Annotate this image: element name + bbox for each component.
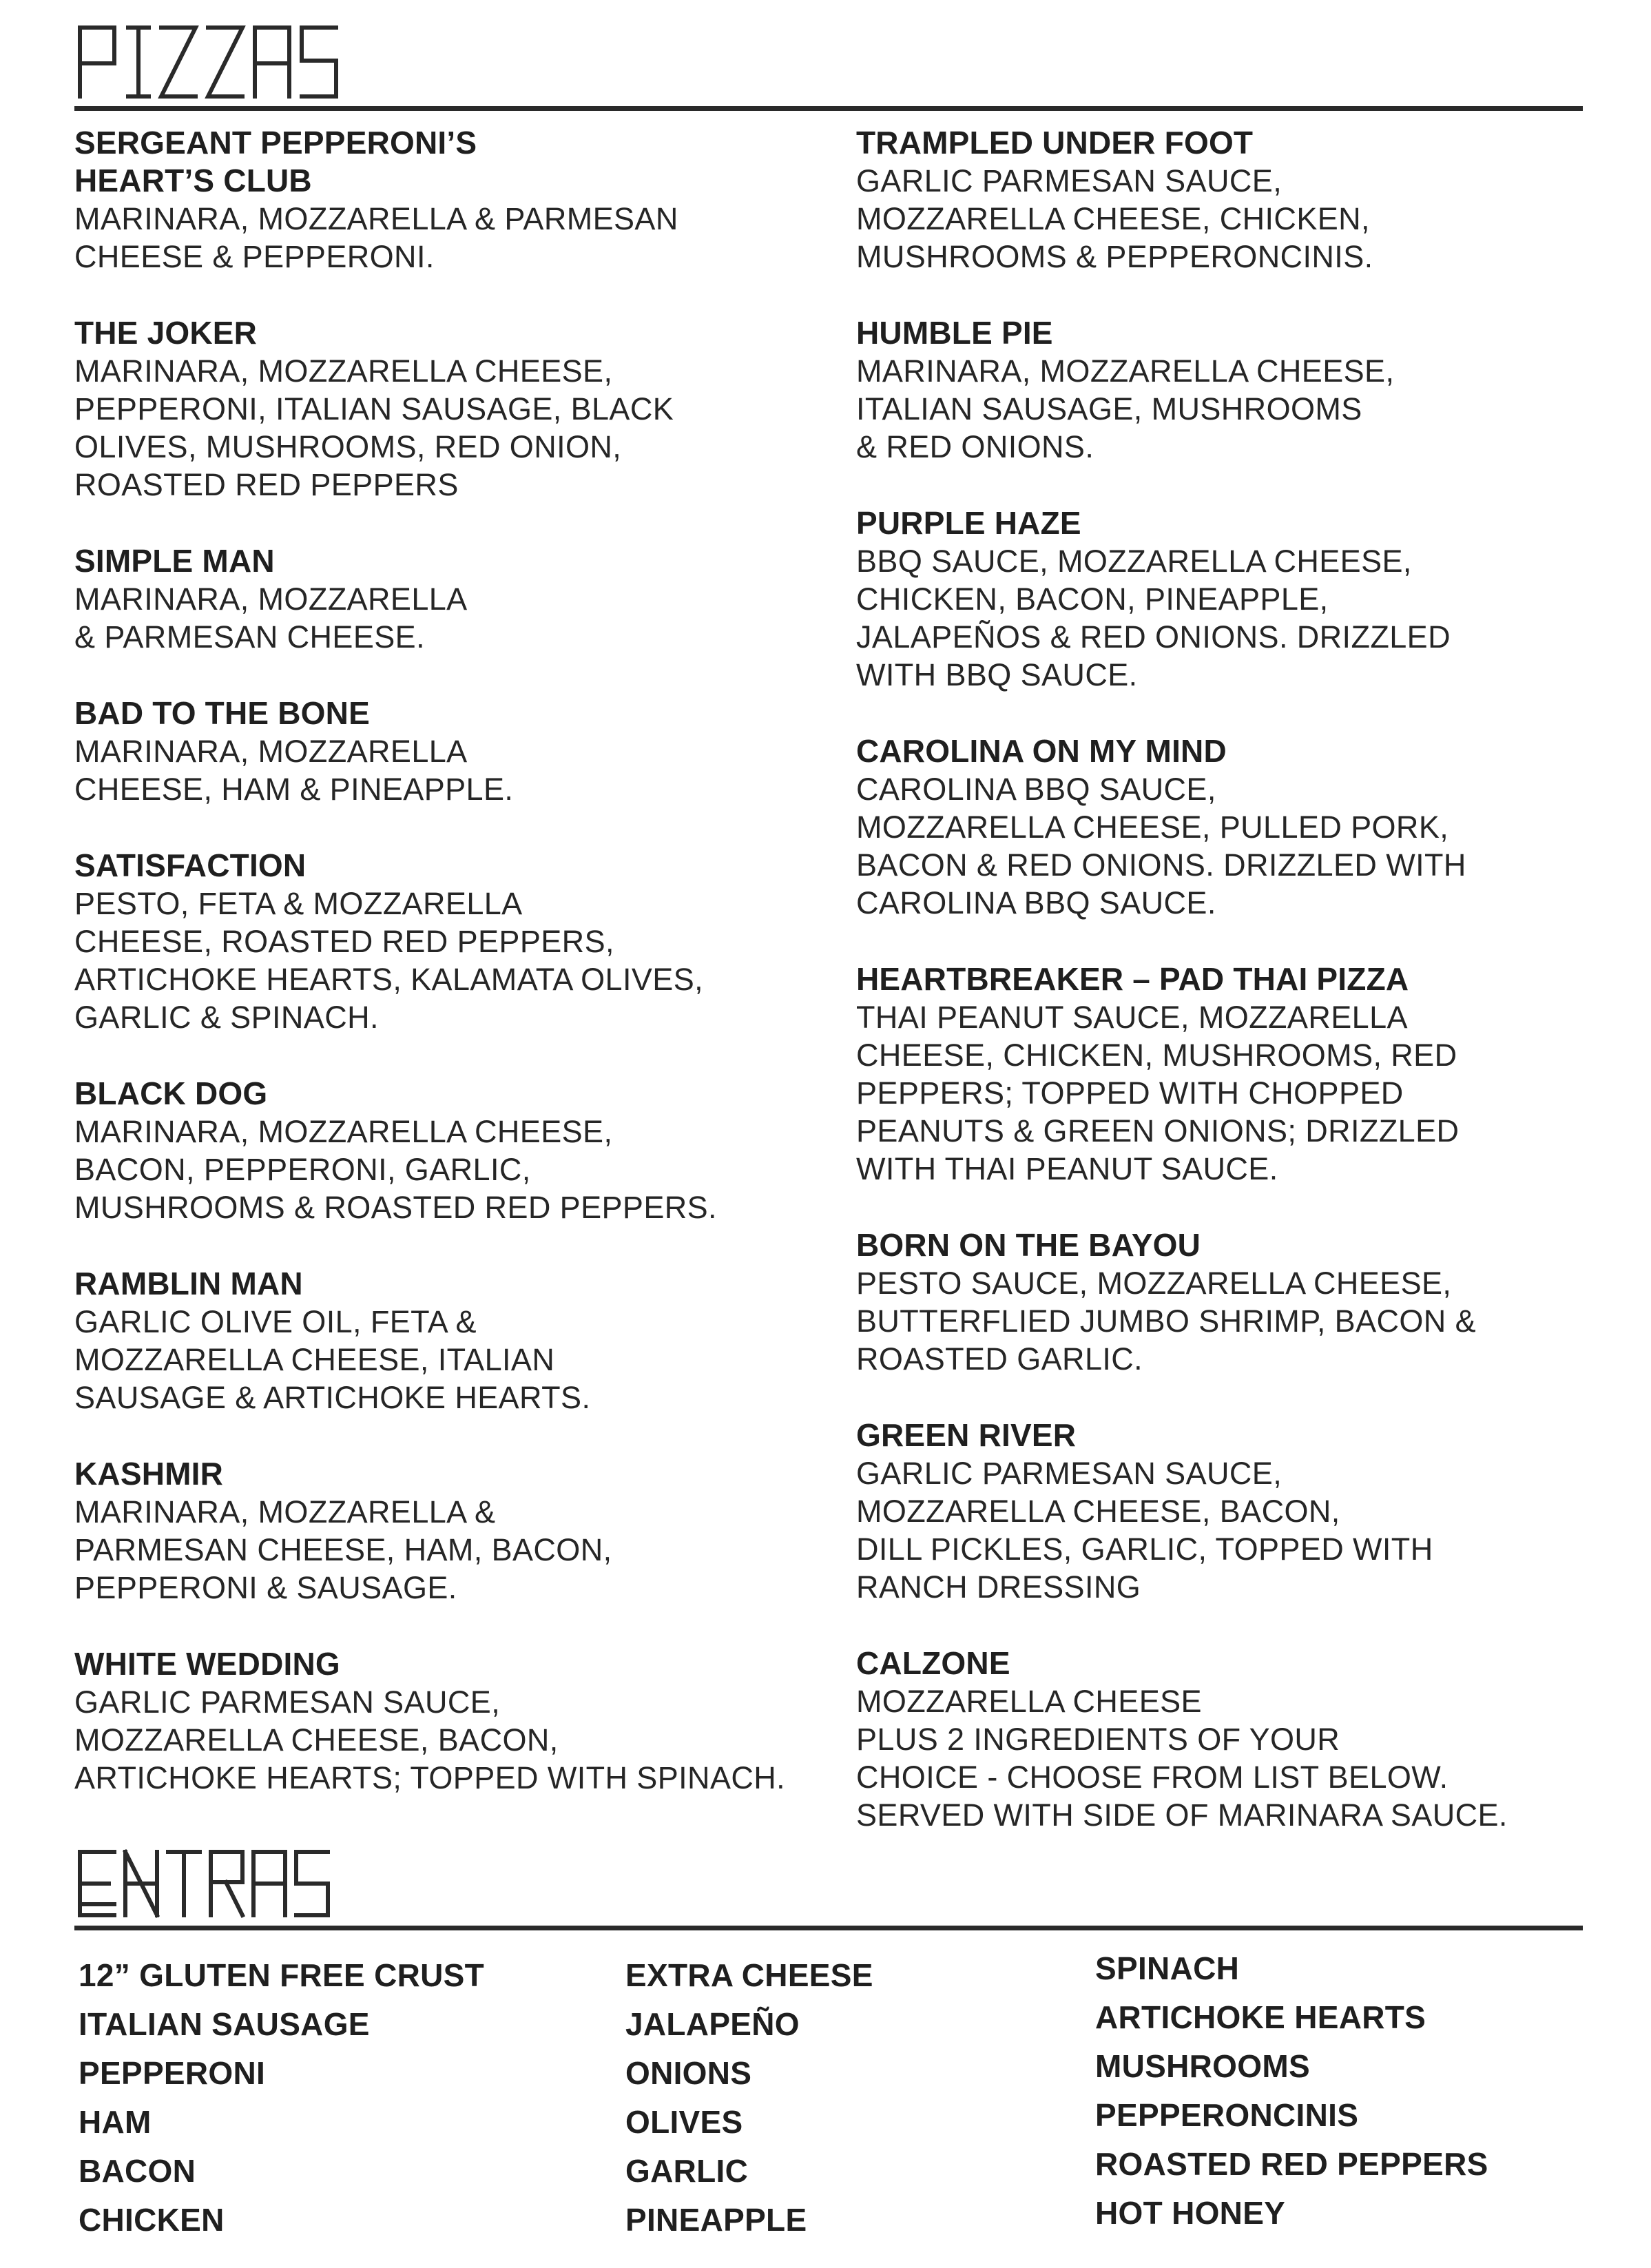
pizza-name: RAMBLIN MAN (74, 1266, 303, 1301)
extras-column-2 (625, 1951, 873, 2245)
pizza-name: SATISFACTION (74, 847, 307, 883)
pizza-description: GARLIC PARMESAN SAUCE, MOZZARELLA CHEESE, CHICKEN, MUSHROOMS & PEPPERONCINIS. (856, 163, 1373, 274)
extra-item: JALAPEÑO (625, 2006, 800, 2042)
extra-item: OLIVES (625, 2104, 743, 2140)
extras-column-3 (1095, 1944, 1488, 2238)
pizza-description: MARINARA, MOZZARELLA & PARMESAN CHEESE. (74, 581, 468, 654)
pizza-item (74, 1455, 818, 1607)
pizza-description: GARLIC PARMESAN SAUCE, MOZZARELLA CHEESE, BACON, ARTICHOKE HEARTS; TOPPED WITH SPINACH. (74, 1684, 786, 1795)
pizza-item (74, 847, 818, 1036)
extra-item: ROASTED RED PEPPERS (1095, 2146, 1488, 2182)
extra-item: BACON (79, 2153, 196, 2189)
pizza-name: WHITE WEDDING (74, 1646, 340, 1682)
pizza-description: GARLIC PARMESAN SAUCE, MOZZARELLA CHEESE, BACON, DILL PICKLES, GARLIC, TOPPED WITH RANCH DRESSING (856, 1456, 1433, 1605)
extras-title-art (74, 1846, 281, 1924)
extra-item: MUSHROOMS (1095, 2048, 1310, 2084)
extra-item: 12” GLUTEN FREE CRUST (79, 1957, 485, 1993)
pizza-description: CAROLINA BBQ SAUCE, MOZZARELLA CHEESE, PULLED PORK, BACON & RED ONIONS. DRIZZLED WITH CAROLINA BBQ SAUCE. (856, 772, 1466, 920)
pizza-description: THAI PEANUT SAUCE, MOZZARELLA CHEESE, CHICKEN, MUSHROOMS, RED PEPPERS; TOPPED WITH CHOPPED PEANUTS & GREEN ONIONS; DRIZZLED WITH THAI PEANUT SAUCE. (856, 1000, 1460, 1186)
pizza-description: GARLIC OLIVE OIL, FETA & MOZZARELLA CHEESE, ITALIAN SAUSAGE & ARTICHOKE HEARTS. (74, 1304, 591, 1415)
pizza-description: MOZZARELLA CHEESE PLUS 2 INGREDIENTS OF YOUR CHOICE - CHOOSE FROM LIST BELOW. SERVED WITH SIDE OF MARINARA SAUCE. (856, 1684, 1508, 1833)
pizza-name: CAROLINA ON MY MIND (856, 733, 1227, 769)
pizza-item (74, 124, 818, 276)
pizza-name: BLACK DOG (74, 1075, 268, 1111)
extra-item: PEPPERONCINIS (1095, 2097, 1359, 2133)
pizza-name: SIMPLE MAN (74, 543, 275, 579)
extras-column-1 (79, 1951, 484, 2245)
pizza-item (74, 314, 818, 504)
pizza-item (74, 694, 818, 808)
pizza-description: PESTO SAUCE, MOZZARELLA CHEESE, BUTTERFLIED JUMBO SHRIMP, BACON & ROASTED GARLIC. (856, 1266, 1476, 1377)
extra-item: HOT HONEY (1095, 2195, 1286, 2231)
pizza-description: BBQ SAUCE, MOZZARELLA CHEESE, CHICKEN, BACON, PINEAPPLE, JALAPEÑOS & RED ONIONS. DRIZZLED WITH BBQ SAUCE. (856, 544, 1451, 692)
extra-item: ARTICHOKE HEARTS (1095, 1999, 1426, 2035)
pizza-name: BAD TO THE BONE (74, 695, 370, 731)
pizza-column-left (74, 124, 818, 1797)
extra-item: GARLIC (625, 2153, 749, 2189)
extras-divider (74, 1926, 1583, 1930)
extra-item: PEPPERONI (79, 2055, 266, 2091)
pizza-item (856, 1416, 1600, 1606)
pizza-name: CALZONE (856, 1645, 1010, 1681)
pizzas-title-art (74, 21, 309, 103)
pizza-description: MARINARA, MOZZARELLA & PARMESAN CHEESE & PEPPERONI. (74, 201, 678, 274)
pizza-item (856, 1226, 1600, 1378)
pizza-item (856, 504, 1600, 694)
pizza-name: HEARTBREAKER – PAD THAI PIZZA (856, 961, 1409, 997)
pizza-name: BORN ON THE BAYOU (856, 1227, 1201, 1263)
pizza-description: MARINARA, MOZZARELLA & PARMESAN CHEESE, HAM, BACON, PEPPERONI & SAUSAGE. (74, 1494, 612, 1605)
pizza-name: SERGEANT PEPPERONI’S HEART’S CLUB (74, 125, 477, 198)
pizza-description: MARINARA, MOZZARELLA CHEESE, PEPPERONI, ITALIAN SAUSAGE, BLACK OLIVES, MUSHROOMS, RED ONION, ROASTED RED PEPPERS (74, 353, 674, 502)
pizza-name: GREEN RIVER (856, 1417, 1077, 1453)
pizza-name: THE JOKER (74, 315, 258, 351)
extra-item: HAM (79, 2104, 152, 2140)
pizza-name: HUMBLE PIE (856, 315, 1053, 351)
pizza-item (74, 1075, 818, 1226)
pizza-description: PESTO, FETA & MOZZARELLA CHEESE, ROASTED RED PEPPERS, ARTICHOKE HEARTS, KALAMATA OLIVES, GARLIC & SPINACH. (74, 886, 704, 1035)
pizza-name: KASHMIR (74, 1456, 224, 1492)
pizza-item (856, 732, 1600, 922)
pizza-name: PURPLE HAZE (856, 505, 1081, 541)
pizza-description: MARINARA, MOZZARELLA CHEESE, ITALIAN SAUSAGE, MUSHROOMS & RED ONIONS. (856, 353, 1395, 464)
extra-item: PINEAPPLE (625, 2202, 807, 2238)
extra-item: EXTRA CHEESE (625, 1957, 873, 1993)
extra-item: ONIONS (625, 2055, 752, 2091)
pizza-description: MARINARA, MOZZARELLA CHEESE, HAM & PINEAPPLE. (74, 734, 514, 807)
pizza-description: MARINARA, MOZZARELLA CHEESE, BACON, PEPPERONI, GARLIC, MUSHROOMS & ROASTED RED PEPPERS. (74, 1114, 717, 1225)
pizza-item (74, 1265, 818, 1416)
pizza-item (856, 314, 1600, 466)
pizza-item (856, 1645, 1600, 1834)
extra-item: ITALIAN SAUSAGE (79, 2006, 370, 2042)
pizza-name: TRAMPLED UNDER FOOT (856, 125, 1254, 161)
pizzas-divider (74, 106, 1583, 111)
extra-item: CHICKEN (79, 2202, 225, 2238)
pizzas-section-header (74, 21, 1583, 138)
pizza-column-right (856, 124, 1600, 1834)
pizza-item (856, 960, 1600, 1188)
pizza-item (856, 124, 1600, 276)
extra-item: SPINACH (1095, 1950, 1240, 1986)
pizza-item (74, 1645, 818, 1797)
pizza-item (74, 542, 818, 656)
